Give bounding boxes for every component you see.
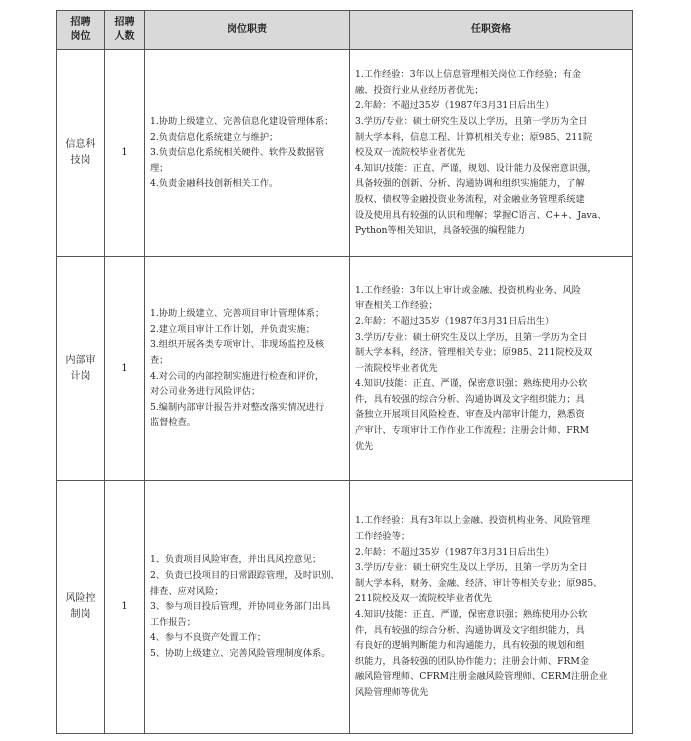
duty-line: 4.对公司的内部控制实施进行检查和评价，: [150, 370, 325, 382]
table-row: [57, 50, 633, 257]
duty-line: 对公司业务进行风险评估；: [150, 386, 261, 398]
requirement-line: Python等相关知识，具备较强的编程能力: [355, 225, 526, 237]
requirement-line: 风险管理师等优先: [355, 686, 429, 698]
position-cell: 信息科 技岗: [57, 50, 105, 257]
duties-cell: [145, 481, 350, 734]
requirement-line: 产审计、专项审计工作作业工作流程；注册会计师、FRM: [355, 425, 590, 437]
header-count: 招聘 人数: [105, 11, 145, 50]
requirement-line: 3.学历/专业：硕士研究生及以上学历，且第一学历为全日: [355, 562, 588, 574]
table-header-row: [57, 11, 633, 50]
requirement-line: 1.工作经验：3年以上审计或金融、投资机构业务、风险: [355, 284, 581, 296]
requirement-line: 制大学本科，财务、金融、经济、审计等相关专业；原985、: [355, 577, 603, 589]
duties-cell: [145, 50, 350, 257]
requirement-line: 优先: [355, 440, 374, 452]
header-requirements: 任职资格: [350, 11, 633, 50]
requirement-line: 1.工作经验：3年以上信息管理相关岗位工作经验；有金: [355, 69, 581, 81]
duty-line: 3.组织开展各类专项审计、非现场监控及核: [150, 339, 325, 351]
requirement-line: 融风险管理师、CFRM注册金融风险管理师、CERM注册企业: [355, 671, 608, 683]
requirement-line: 织能力，具备较强的团队协作能力；注册会计师、FRM金: [355, 655, 590, 667]
requirement-line: 制大学本科，信息工程、计算机相关专业；原985、211院: [355, 131, 593, 143]
duty-line: 1.协助上级建立、完善项目审计管理体系；: [150, 308, 325, 320]
requirement-line: 3.学历/专业：硕士研究生及以上学历，且第一学历为全日: [355, 331, 588, 343]
requirement-line: 有良好的逻辑判断能力和沟通能力，具有较强的规划和组: [355, 640, 585, 652]
requirement-line: 融、投资行业从业经历者优先；: [355, 84, 484, 96]
header-duties: 岗位职责: [145, 11, 350, 50]
duties-cell: [145, 257, 350, 481]
duty-line: 监督检查。: [150, 417, 196, 429]
requirement-line: 1.工作经验：具有3年以上金融、投资机构业务、风险管理: [355, 515, 591, 527]
requirement-line: 2.年龄：不超过35岁（1987年3月31日后出生）: [355, 315, 555, 327]
requirements-cell: [350, 257, 633, 481]
requirement-line: 2.年龄：不超过35岁（1987年3月31日后出生）: [355, 546, 555, 558]
duty-line: 排查、应对风险；: [150, 585, 224, 597]
duty-line: 5、协助上级建立、完善风险管理制度体系。: [150, 647, 331, 659]
duty-line: 2、负责已投项目的日常跟踪管理，及时识别、: [150, 570, 340, 582]
duty-line: 2.负责信息化系统建立与维护；: [150, 131, 279, 143]
requirement-line: 4.知识/技能：正直、严谨，保密意识强；熟练使用办公软: [355, 378, 588, 390]
requirements-cell: [350, 481, 633, 734]
duty-line: 理；: [150, 162, 169, 174]
headcount-cell: 1: [105, 257, 145, 481]
duty-line: 查；: [150, 354, 169, 366]
table-row: [57, 481, 633, 734]
position-cell: 风险控 制岗: [57, 481, 105, 734]
duty-line: 3、参与项目投后管理，并协同业务部门出具: [150, 601, 331, 613]
requirement-line: 4.知识/技能：正直、严谨，规划、设计能力及保密意识强，: [355, 162, 597, 174]
requirement-line: 校及双一流院校毕业者优先: [355, 147, 466, 159]
requirement-line: 件，具有较强的综合分析、沟通协调及文字组织能力，具: [355, 624, 585, 636]
headcount-cell: 1: [105, 50, 145, 257]
requirement-line: 件，具有较强的综合分析、沟通协调及文字组织能力；具: [355, 393, 585, 405]
requirement-line: 股权、债权等金融投资业务流程，对金融业务管理系统建: [355, 193, 585, 205]
duty-line: 5.编制内部审计报告并对整改落实情况进行: [150, 401, 325, 413]
recruitment-table: [56, 10, 633, 734]
duty-line: 4.负责金融科技创新相关工作。: [150, 178, 279, 190]
requirement-line: 审查相关工作经验；: [355, 300, 438, 312]
duty-line: 工作报告；: [150, 616, 196, 628]
duty-line: 2.建立项目审计工作计划，并负责实施；: [150, 323, 315, 335]
requirement-line: 具备较强的创新、分析、沟通协调和组织实施能力，了解: [355, 178, 585, 190]
duty-line: 4、参与不良资产处置工作；: [150, 632, 267, 644]
position-cell: 内部审 计岗: [57, 257, 105, 481]
duty-line: 3.负责信息化系统相关硬件、软件及数据管: [150, 147, 325, 159]
duty-line: 1、负责项目风险审查，并出具风控意见；: [150, 554, 322, 566]
requirement-line: 设及使用具有较强的认识和理解；掌握C语言、C++、Java、: [355, 209, 607, 221]
header-position: 招聘 岗位: [57, 11, 105, 50]
recruitment-table-sheet: [56, 10, 632, 737]
requirement-line: 2.年龄：不超过35岁（1987年3月31日后出生）: [355, 100, 555, 112]
requirements-cell: [350, 50, 633, 257]
requirement-line: 211院校及双一流院校毕业者优先: [355, 593, 492, 605]
duty-line: 1.协助上级建立、完善信息化建设管理体系；: [150, 116, 334, 128]
requirement-line: 3.学历/专业：硕士研究生及以上学历，且第一学历为全日: [355, 116, 588, 128]
requirement-line: 4.知识/技能：正直、严谨，保密意识强；熟练使用办公软: [355, 609, 588, 620]
requirement-line: 制大学本科，经济、管理相关专业；原985、211院校及双: [355, 347, 593, 359]
requirement-line: 一流院校毕业者优先: [355, 362, 438, 374]
requirement-line: 工作经验等；: [355, 531, 411, 543]
table-row: [57, 257, 633, 481]
headcount-cell: 1: [105, 481, 145, 734]
requirement-line: 备独立开展项目风险检查、审查及内部审计能力，熟悉资: [355, 409, 585, 421]
